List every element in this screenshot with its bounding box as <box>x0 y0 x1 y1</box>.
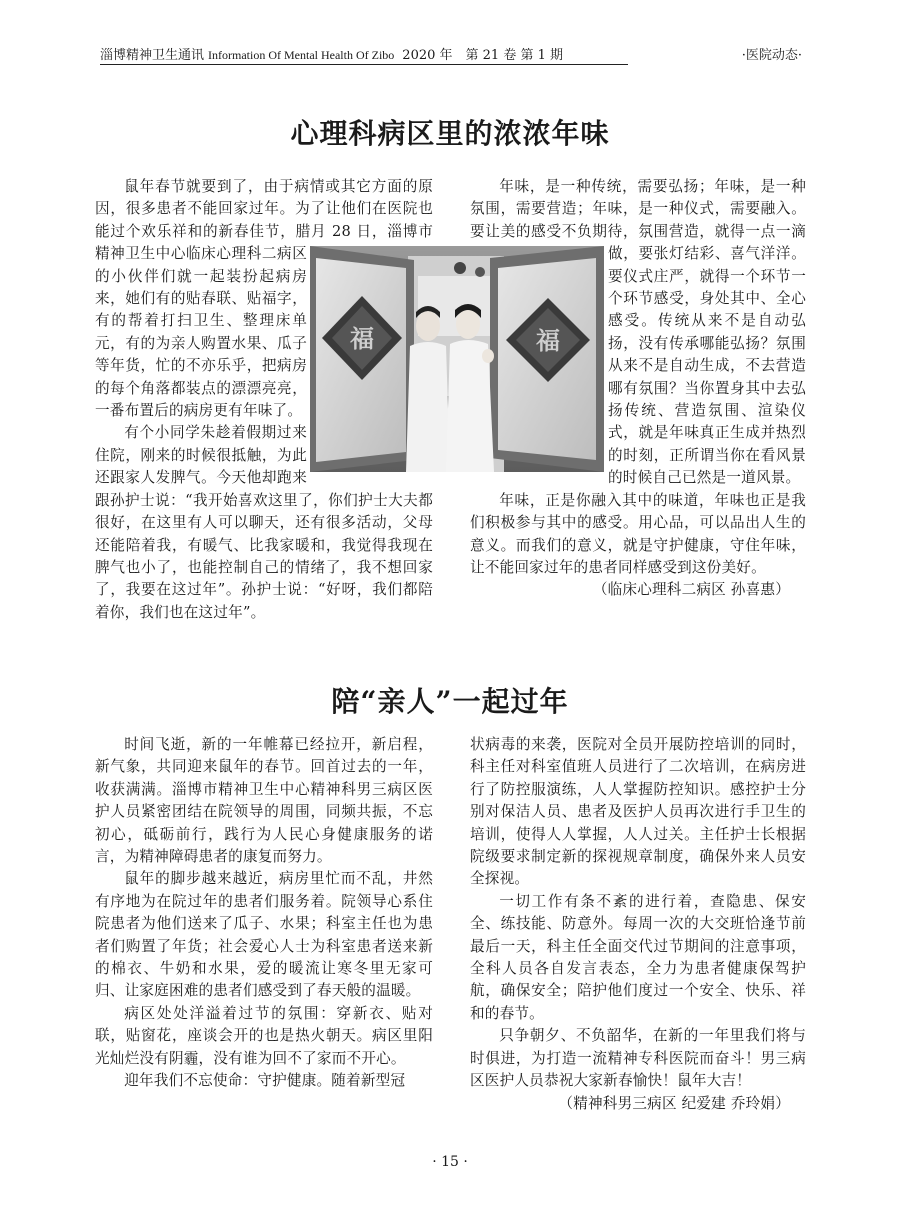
article2-signature: （精神科男三病区 纪爱建 乔玲娟） <box>558 1094 790 1112</box>
article2-title: 陪“亲人”一起过年 <box>331 685 569 718</box>
page-header <box>100 38 802 70</box>
paragraph: 年味，正是你融入其中的味道，年味也正是我们积极参与其中的感受。用心品，可以品出人生的意义。而我们的意义，就是守护健康，守住年味，让不能回家过年的患者同样感受到这份美好。 <box>470 491 806 576</box>
paragraph: 状病毒的来袭，医院对全员开展防控培训的同时，科主任对科室值班人员进行了二次培训，在病房进行了防控服演练，人人掌握防控知识。感控护士分别对保洁人员、患者及医护人员再次进行手卫生的培训，使得人人掌握，人人过关。主任护士长根据院级要求制定新的探视规章制度，确保外来人员安全探视。 <box>470 736 806 888</box>
paragraph: 有个小同学朱趁着假期过来住院，刚来的时候很抵触，为此还跟家人发脾气。今天他却跑来跟孙护士说：“我开始喜欢这里了，你们护士大夫都很好，在这里有人可以聊天，还有很多活动，父母还能陪着我，有暖气、比我家暖和，我觉得我现在脾气也小了，也能控制自己的情绪了，我不想回家了，我要在这过年”。孙护士说：“好呀，我们都陪着你，我们也在这过年”。 <box>95 424 433 621</box>
paragraph: 只争朝夕、不负韶华，在新的一年里我们将与时俱进，为打造一流精神专科医院而奋斗！男三病区医护人员恭祝大家新春愉快！鼠年大吉！ <box>470 1027 806 1090</box>
paragraph: 病区处处洋溢着过节的氛围：穿新衣、贴对联，贴窗花，座谈会开的也是热火朝天。病区里阳光灿烂没有阴霾，没有谁为回不了家而不开心。 <box>95 1004 433 1067</box>
section-label: ·医院动态· <box>741 48 802 63</box>
article2-column-right <box>470 734 806 1115</box>
article1-signature: （临床心理科二病区 孙喜惠） <box>592 581 790 599</box>
paragraph: 鼠年春节就要到了，由于病情或其它方面的原因，很多患者不能回家过年。为了让他们在医院也能过个欢乐祥和的新春佳节，腊月 28 日，淄博市精神卫生中心临床心理科二病区的小伙伴们就一起装扮起病房来，她们有的贴春联、贴福字，有的帮着打扫卫生、整理床单元，有的为亲人购置水果、瓜子等年货，忙的不亦乐乎，把病房的每个角落都装点的漂漂亮亮，一番布置后的病房更有年味了。 <box>95 178 433 420</box>
journal-masthead <box>100 44 563 63</box>
svg-text:福: 福 <box>350 324 374 353</box>
paragraph: 迎年我们不忘使命：守护健康。随着新型冠 <box>124 1072 406 1090</box>
header-rule <box>100 64 628 65</box>
journal-name-cn: 淄博精神卫生通讯 <box>100 48 205 63</box>
nurses-at-door-photo <box>310 246 604 472</box>
paragraph: 一切工作有条不紊的进行着，查隐患、保安全、练技能、防意外。每周一次的大交班恰逢节前最后一天，科主任全面交代过节期间的注意事项，全科人员各自发言表态，全力为患者健康保驾护航，确保安全；陪护他们度过一个安全、快乐、祥和的春节。 <box>470 892 806 1022</box>
paragraph: 年味，是一种传统，需要弘扬；年味，是一种氛围，需要营造；年味，是一种仪式，需要融入。要让美的感受不负期待，氛围营造，就得一点一滴做，要张灯结彩、喜气洋洋。要仪式庄严，就得一个环节一个环节感受，身处其中、全心感受。传统从来不是自动弘扬，没有传承哪能弘扬？氛围从来不是自动生成，不去营造哪有氛围？当你置身其中去弘扬传统、营造氛围、渲染仪式，就是年味真正生成并热烈的时刻，正所谓当你在看风景的时候自己已然是一道风景。 <box>470 178 806 487</box>
issue-info: 2020 年 第 21 卷 第 1 期 <box>402 48 563 63</box>
article-photo <box>310 246 604 472</box>
svg-text:福: 福 <box>536 326 560 355</box>
paragraph: 时间飞逝，新的一年帷幕已经拉开，新启程，新气象，共同迎来鼠年的春节。回首过去的一年，收获满满。淄博市精神卫生中心精神科男三病区医护人员紧密团结在院领导的周围，同频共振，不忘初心，砥砺前行，践行为人民心身健康服务的诺言，为精神障碍患者的康复而努力。 <box>95 736 433 866</box>
paragraph: 鼠年的脚步越来越近，病房里忙而不乱，井然有序地为在院过年的患者们服务着。院领导心系住院患者为他们送来了瓜子、水果；科室主任也为患者们购置了年货；社会爱心人士为科室患者送来新的棉衣、牛奶和水果，爱的暖流让寒冬里无家可归、让家庭困难的患者们感受到了春天般的温暖。 <box>95 870 433 1000</box>
page-number: · 15 · <box>432 1154 468 1170</box>
journal-name-en: Information Of Mental Health Of Zibo <box>208 48 395 62</box>
article2-column-left <box>95 734 433 1093</box>
article1-title: 心理科病区里的浓浓年味 <box>290 117 610 150</box>
